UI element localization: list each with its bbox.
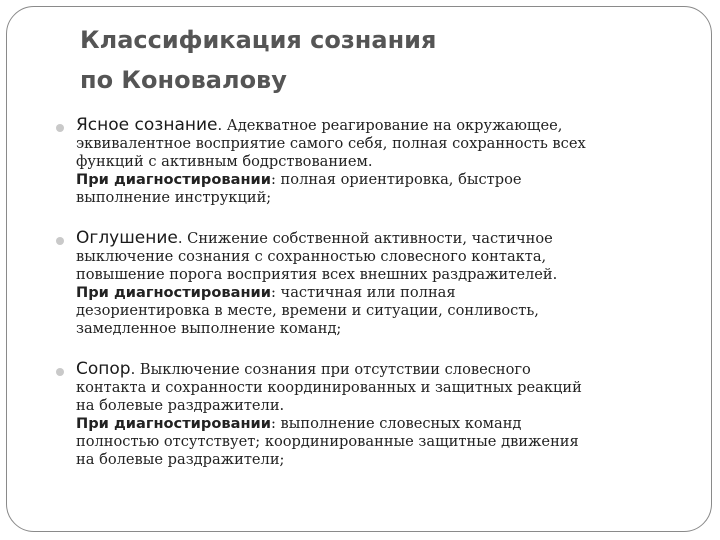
diagnosis-label: При диагностировании [76,171,271,188]
title-line-1: Классификация сознания [80,26,437,54]
diagnosis-text-segment: : частичная или полная [271,284,456,301]
diagnosis-text-segment: : выполнение словесных команд [271,415,522,432]
diagnosis-line [76,171,696,189]
item-text-segment: . Адекватное реагирование на окружающее, [217,117,563,134]
diagnosis-line: на болевые раздражители; [76,451,285,468]
diagnosis-text-segment: : полная ориентировка, быстрое [271,171,522,188]
bullet-icon [56,124,64,132]
list-item-stunning [56,229,696,338]
item-term: Оглушение [76,228,178,248]
item-term: Сопор [76,359,131,379]
list-item-clear-consciousness [56,116,696,207]
diagnosis-line [76,415,696,433]
item-line: контакта и сохранности координированных и защитных реакций [76,379,582,396]
item-line [76,116,696,135]
classification-list [56,116,696,491]
item-line: функций с активным бодрствованием. [76,153,373,170]
item-line [76,360,696,379]
item-line: повышение порога восприятия всех внешних раздражителей. [76,266,558,283]
diagnosis-label: При диагностировании [76,415,271,432]
diagnosis-line: замедленное выполнение команд; [76,320,342,337]
diagnosis-line: дезориентировка в месте, времени и ситуации, сонливость, [76,302,539,319]
item-term: Ясное сознание [76,115,218,135]
item-line: на болевые раздражители. [76,397,285,414]
slide-title [80,20,436,100]
diagnosis-line: выполнение инструкций; [76,189,272,206]
item-text [76,360,696,469]
item-line: эквивалентное восприятие самого себя, полная сохранность всех [76,135,586,152]
item-text-segment: . Снижение собственной активности, частичное [177,230,553,247]
diagnosis-line: полностью отсутствует; координированные защитные движения [76,433,579,450]
item-text-segment: . Выключение сознания при отсутствии словесного [130,361,531,378]
diagnosis-line [76,284,696,302]
item-text [76,116,696,207]
bullet-icon [56,237,64,245]
item-line [76,229,696,248]
title-line-2: по Коновалову [80,66,287,94]
diagnosis-label: При диагностировании [76,284,271,301]
item-line: выключение сознания с сохранностью словесного контакта, [76,248,547,265]
bullet-icon [56,368,64,376]
list-item-sopor [56,360,696,469]
item-text [76,229,696,338]
